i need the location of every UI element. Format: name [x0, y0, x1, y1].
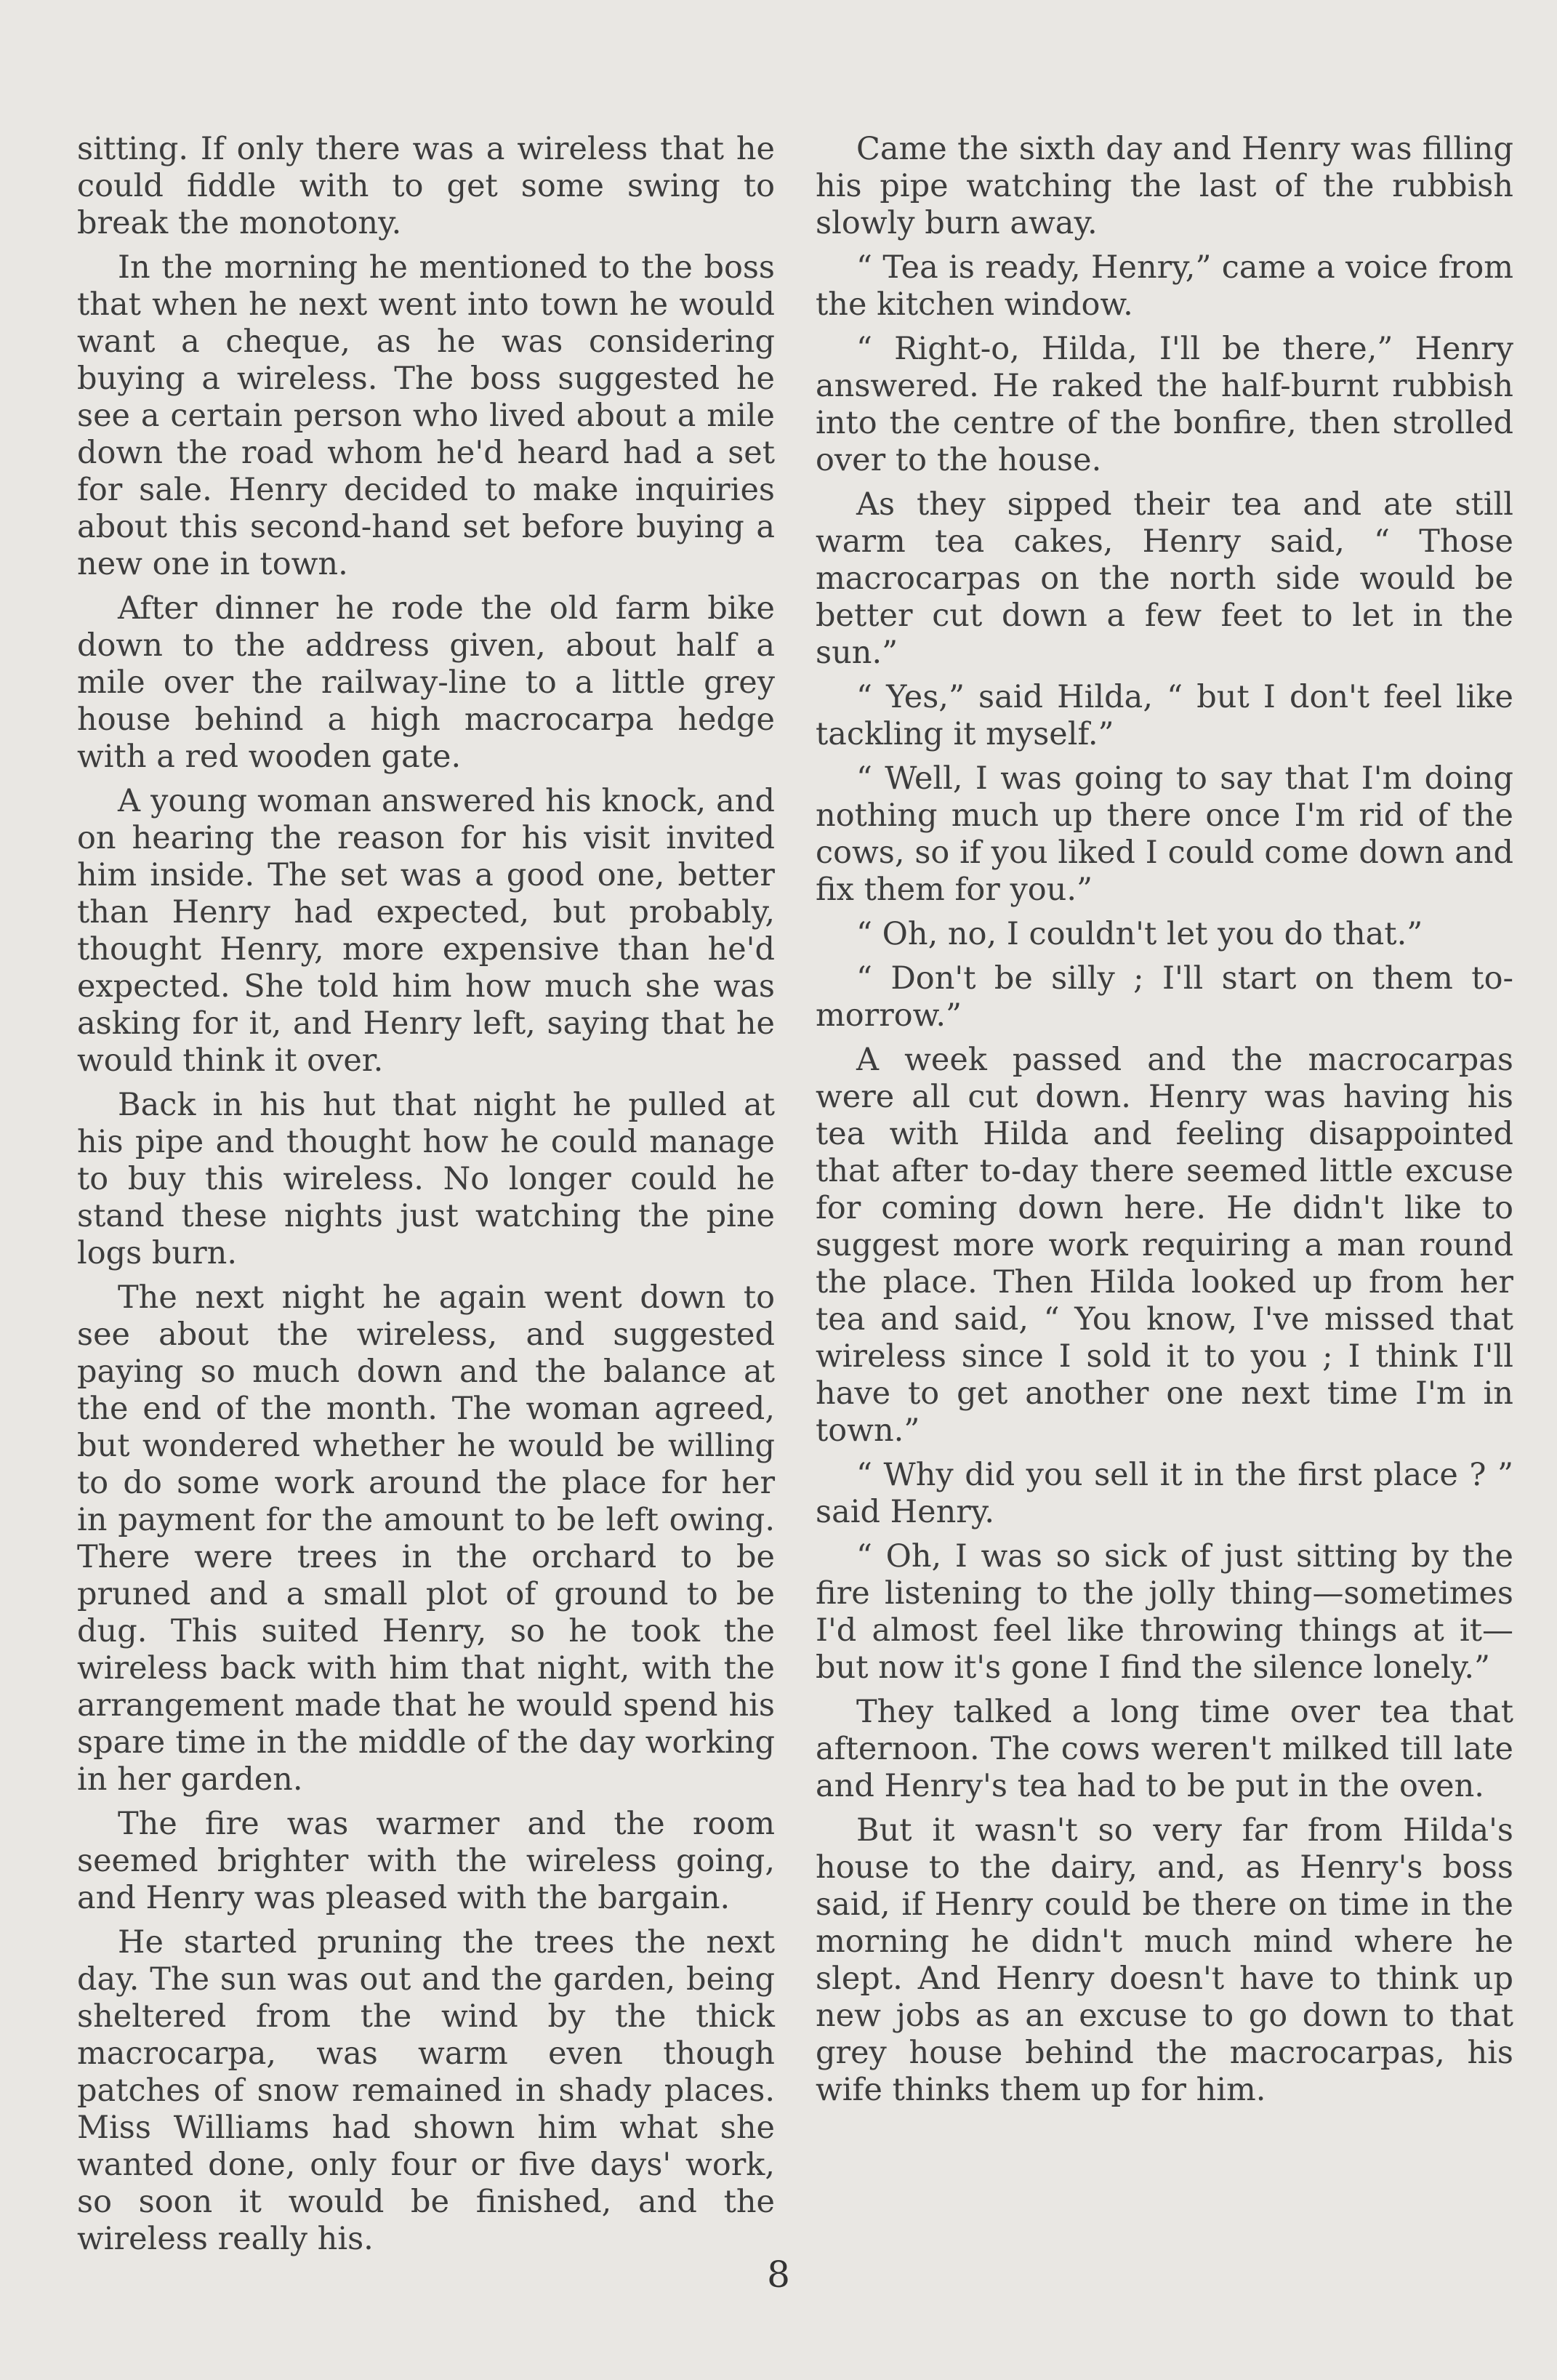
- paragraph: But it wasn't so very far from Hilda's house to the dairy, and, as Henry's boss said, if Henry could be there on time in the morning he didn't much mind where he slept. And Henry doesn't have to think up new jobs as an excuse to go down to that grey house behind the macrocarpas, his wife thinks them up for him.: [816, 1812, 1513, 2108]
- paragraph: “ Tea is ready, Henry,” came a voice from the kitchen window.: [816, 249, 1513, 323]
- paragraph: The next night he again went down to see about the wireless, and suggested paying so much down and the balance at the end of the month. The woman agreed, but wondered whether he would be willing to do some work around the place for her in payment for the amount to be left owing. There were trees in the orchard to be pruned and a small plot of ground to be dug. This suited Henry, so he took the wireless back with him that night, with the arrangement made that he would spend his spare time in the middle of the day working in her garden.: [77, 1279, 775, 1798]
- paragraph: “ Oh, no, I couldn't let you do that.”: [856, 916, 1423, 952]
- paragraph: A week passed and the macrocarpas were all cut down. Henry was having his tea with Hilda and feeling disappointed that after to-day there seemed little excuse for coming down here. He didn't like to suggest more work requiring a man round the place. Then Hilda looked up from her tea and said, “ You know, I've missed that wireless since I sold it to you ; I think I'll have to get another one next time I'm in town.”: [816, 1042, 1513, 1449]
- paragraph: The fire was warmer and the room seemed brighter with the wireless going, and Henry was pleased with the bargain.: [77, 1806, 775, 1916]
- paragraph: In the morning he mentioned to the boss that when he next went into town he would want a cheque, as he was considering buying a wireless. The boss suggested he see a certain person who lived about a mile down the road whom he'd heard had a set for sale. Henry decided to make inquiries about this second-hand set before buying a new one in town.: [77, 249, 775, 582]
- paragraph: After dinner he rode the old farm bike down to the address given, about half a mile over the railway-line to a little grey house behind a high macrocarpa hedge with a red wooden gate.: [77, 590, 775, 775]
- paragraph: sitting. If only there was a wireless that he could fiddle with to get some swing to break the monotony.: [77, 131, 775, 241]
- paragraph: “ Why did you sell it in the first place ? ” said Henry.: [816, 1457, 1513, 1530]
- paragraph: “ Don't be silly ; I'll start on them to-morrow.”: [816, 960, 1513, 1034]
- page-number: 8: [767, 2254, 790, 2296]
- paragraph: A young woman answered his knock, and on hearing the reason for his visit invited him inside. The set was a good one, better than Henry had expected, but probably, thought Henry, more expensive than he'd expected. She told him how much she was asking for it, and Henry left, saying that he would think it over.: [77, 783, 775, 1079]
- paragraph: He started pruning the trees the next day. The sun was out and the garden, being sheltered from the wind by the thick macrocarpa, was warm even though patches of snow remained in shady places. Miss Williams had shown him what she wanted done, only four or five days' work, so soon it would be finished, and the wireless really his.: [77, 1924, 775, 2257]
- paragraph: As they sipped their tea and ate still warm tea cakes, Henry said, “ Those macrocarpas on the north side would be better cut down a few feet to let in the sun.”: [816, 486, 1513, 671]
- paragraph: Came the sixth day and Henry was filling his pipe watching the last of the rubbish slowly burn away.: [816, 131, 1513, 241]
- paragraph: Back in his hut that night he pulled at his pipe and thought how he could manage to buy this wireless. No longer could he stand these nights just watching the pine logs burn.: [77, 1087, 775, 1271]
- paragraph: “ Oh, I was so sick of just sitting by the fire listening to the jolly thing—sometimes I'd almost feel like throwing things at it—but now it's gone I find the silence lonely.”: [816, 1538, 1513, 1686]
- paragraph: “ Well, I was going to say that I'm doing nothing much up there once I'm rid of the cows, so if you liked I could come down and fix them for you.”: [816, 760, 1513, 908]
- left-column: [77, 131, 775, 2265]
- right-column: [816, 131, 1513, 2116]
- paragraph: “ Right-o, Hilda, I'll be there,” Henry answered. He raked the half-burnt rubbish into the centre of the bonfire, then strolled over to the house.: [816, 331, 1513, 478]
- paragraph: They talked a long time over tea that afternoon. The cows weren't milked till late and Henry's tea had to be put in the oven.: [816, 1694, 1513, 1804]
- paragraph: “ Yes,” said Hilda, “ but I don't feel like tackling it myself.”: [816, 679, 1513, 752]
